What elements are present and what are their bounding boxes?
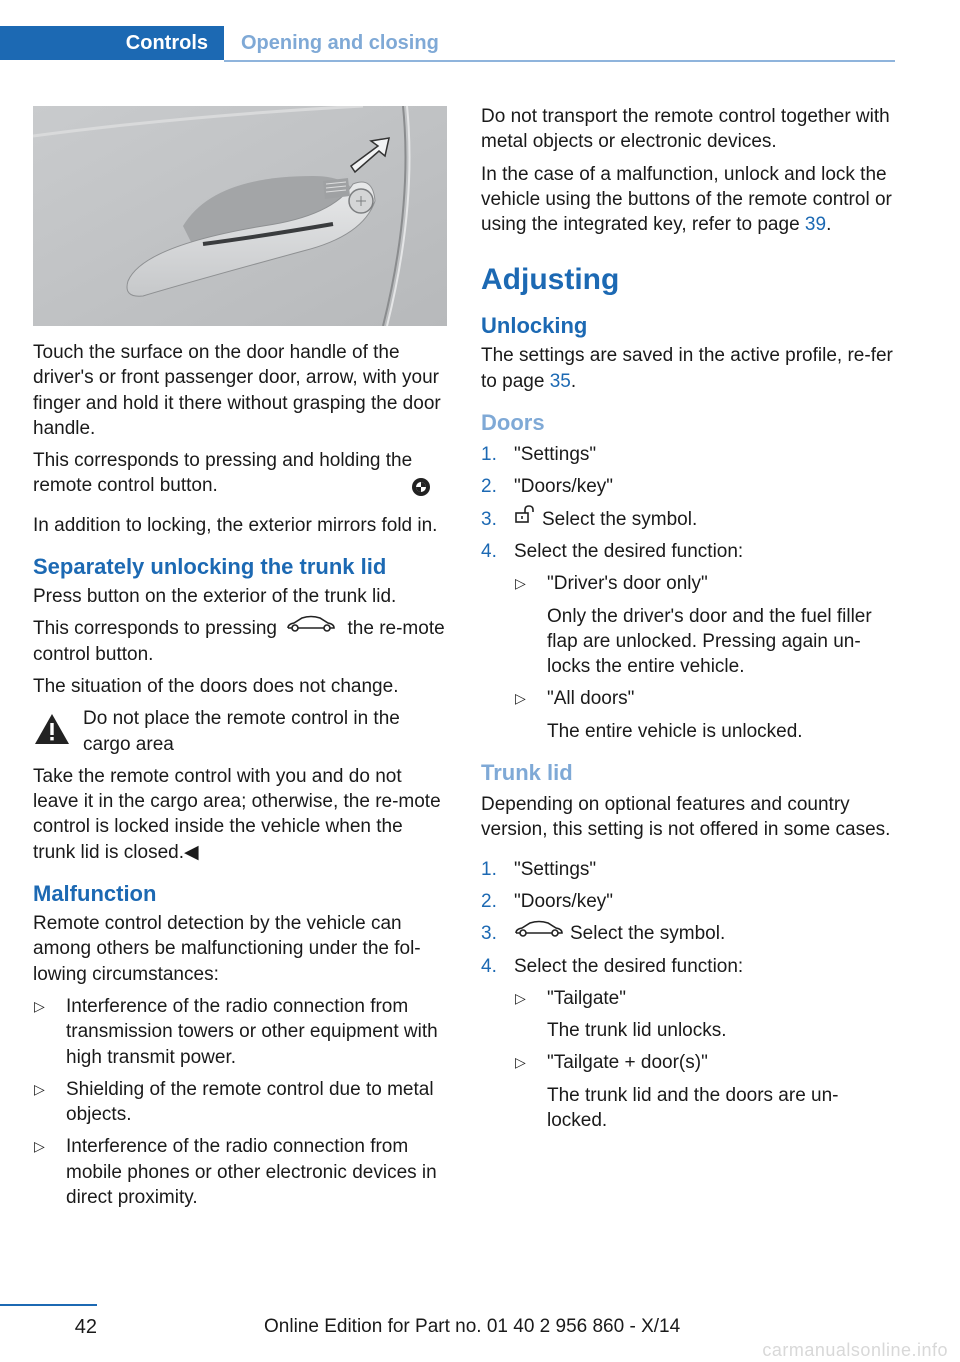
step-item — [481, 474, 895, 499]
option-title: "All doors" — [547, 688, 635, 710]
left-paragraph-2-text: This corresponds to pressing and holding the remote control button. — [33, 450, 413, 497]
step-number: 2. — [481, 890, 497, 912]
step-item — [481, 442, 895, 467]
left-paragraph-3: In addition to locking, the exterior mirrors fold in. — [33, 514, 438, 536]
option-text: The trunk lid and the doors are un‐locked. — [547, 1084, 839, 1132]
list-item — [33, 994, 445, 1070]
bullet-marker: ▷ — [515, 989, 526, 1006]
step-item — [481, 954, 895, 1134]
trunk-steps — [481, 857, 895, 1134]
header-chapter-tab: Controls — [0, 26, 224, 60]
step-text: "Settings" — [514, 444, 597, 466]
trunk-options — [514, 986, 895, 1133]
bullet-marker: ▷ — [515, 690, 526, 707]
step-item — [481, 889, 895, 914]
option-text: Only the driver's door and the fuel filler flap are unlocked. Pressing again un‐locks the entire vehicle. — [547, 605, 872, 678]
footer-rule — [0, 1304, 97, 1306]
right-paragraph-2: In the case of a malfunction, unlock and lock the vehicle using the buttons of the remote control or using the integrated key, refer to page 39. — [481, 163, 892, 236]
list-item — [33, 1077, 445, 1128]
step-text: Select the desired function: — [514, 955, 744, 977]
right-paragraph-4: Depending on optional features and country version, this setting is not offered in some cases. — [481, 794, 891, 841]
heading-malfunction: Malfunction — [33, 881, 157, 907]
page-link-35[interactable]: 35 — [549, 370, 571, 392]
list-item-text: Interference of the radio connection from transmission towers or other equipment with high transmit power. — [66, 995, 438, 1068]
bullet-marker: ▷ — [34, 1080, 45, 1097]
step-number: 3. — [481, 923, 497, 945]
lock-button-icon — [411, 477, 431, 504]
right-paragraph-1: Do not transport the remote control together with metal objects or electronic devices. — [481, 106, 890, 153]
step-text: Select the symbol. — [570, 923, 726, 945]
left-column — [33, 106, 445, 1217]
malfunction-list — [33, 994, 445, 1210]
right-column — [481, 104, 895, 1140]
door-handle-photo — [33, 106, 447, 326]
watermark: carmanualsonline.info — [762, 1340, 948, 1360]
option-item — [514, 686, 895, 744]
step-text: "Settings" — [514, 858, 597, 880]
left-paragraph-4: Press button on the exterior of the trunk lid. — [33, 586, 397, 608]
option-item — [514, 986, 895, 1044]
bullet-marker: ▷ — [34, 1138, 45, 1155]
option-title: "Tailgate + door(s)" — [547, 1052, 708, 1074]
option-title: "Driver's door only" — [547, 573, 708, 595]
step-item — [481, 857, 895, 882]
header-rule — [224, 60, 895, 62]
step-number: 4. — [481, 540, 497, 562]
option-item — [514, 1050, 895, 1133]
warning-title: Do not place the remote control in the cargo area — [83, 708, 400, 755]
page-link-39[interactable]: 39 — [804, 214, 827, 236]
heading-adjusting: Adjusting — [481, 263, 620, 297]
step-item — [481, 921, 895, 946]
left-paragraph-5a: This corresponds to pressing — [33, 618, 277, 640]
option-title: "Tailgate" — [547, 987, 626, 1009]
bullet-marker: ▷ — [515, 575, 526, 592]
step-text: Select the desired function: — [514, 540, 744, 562]
heading-unlocking: Unlocking — [481, 313, 588, 339]
heading-trunk-lid: Separately unlocking the trunk lid — [33, 554, 387, 580]
step-number: 4. — [481, 955, 497, 977]
step-number: 3. — [481, 508, 497, 530]
heading-doors: Doors — [481, 410, 545, 436]
right-paragraph-2-text: In the case of a malfunction, unlock and lock the vehicle using the buttons of the remote control or using the integrated key, refer to page — [481, 163, 892, 236]
step-text: Select the symbol. — [542, 508, 698, 530]
step-item — [481, 539, 895, 744]
bullet-marker: ▷ — [515, 1054, 526, 1071]
car-trunk-icon — [514, 920, 564, 945]
left-paragraph-6: The situation of the doors does not change. — [33, 675, 399, 697]
option-text: The entire vehicle is unlocked. — [547, 720, 803, 742]
step-item — [481, 507, 895, 532]
left-paragraph-2 — [33, 448, 445, 499]
step-number: 2. — [481, 476, 497, 498]
list-item — [33, 1134, 445, 1210]
left-paragraph-7: Remote control detection by the vehicle can among others be malfunctioning under the fol‐lowing circumstances: — [33, 913, 421, 985]
car-trunk-icon — [286, 615, 336, 640]
unlock-door-icon — [514, 505, 536, 530]
step-text: "Doors/key" — [514, 476, 614, 498]
step-number: 1. — [481, 444, 497, 466]
option-item — [514, 571, 895, 679]
edition-text: Online Edition for Part no. 01 40 2 956 860 - X/14 — [264, 1316, 681, 1337]
warning-text: Take the remote control with you and do not leave it in the cargo area; otherwise, the re‐mote control is locked inside the vehicle when the trunk lid is closed.◀ — [33, 765, 441, 863]
left-paragraph-5b: the re‐mote control button. — [33, 618, 445, 665]
right-paragraph-3: The settings are saved in the active profile, re‐fer to page 35. — [481, 345, 893, 392]
option-text: The trunk lid unlocks. — [547, 1020, 727, 1042]
page-number: 42 — [74, 1316, 97, 1338]
left-paragraph-5 — [33, 616, 445, 667]
step-text: "Doors/key" — [514, 890, 614, 912]
doors-steps — [481, 442, 895, 744]
left-paragraph-1: Touch the surface on the door handle of the driver's or front passenger door, arrow, with your finger and hold it there without grasping the door handle. — [33, 342, 441, 439]
page-header — [0, 26, 895, 62]
warning-icon — [33, 712, 71, 746]
list-item-text: Interference of the radio connection from mobile phones or other electronic devices in direct proximity. — [66, 1136, 437, 1209]
doors-options — [514, 571, 895, 744]
step-number: 1. — [481, 858, 497, 880]
right-paragraph-3-text: The settings are saved in the active profile, re‐fer to page — [481, 345, 893, 392]
list-item-text: Shielding of the remote control due to metal objects. — [66, 1078, 434, 1126]
heading-trunk-lid-setting: Trunk lid — [481, 760, 573, 786]
header-section-title: Opening and closing — [241, 31, 439, 54]
bullet-marker: ▷ — [34, 997, 45, 1014]
warning-block — [33, 706, 445, 757]
